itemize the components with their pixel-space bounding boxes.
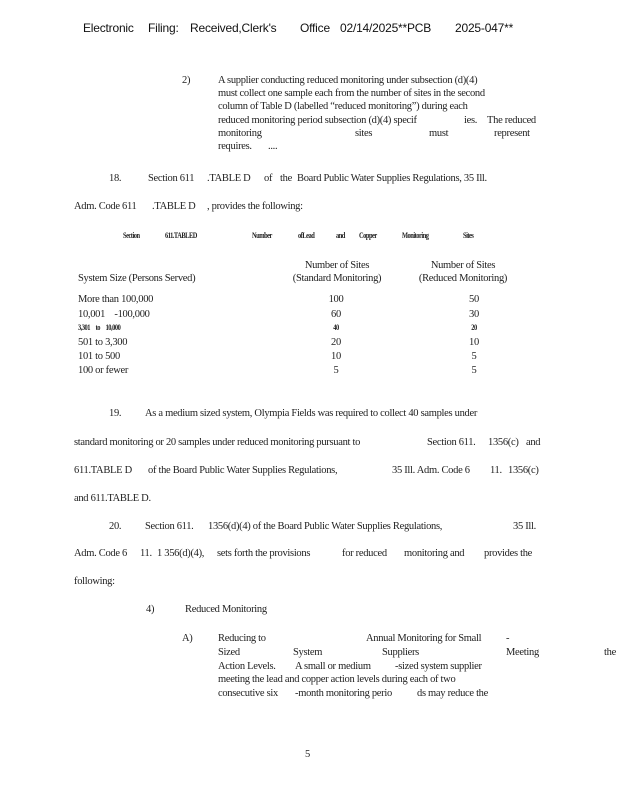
text: following: (74, 576, 115, 587)
quote-line: monitoring (218, 128, 262, 139)
paragraph-number: 18. (109, 173, 122, 184)
header-word: Electronic (83, 21, 134, 35)
item-number: 2) (182, 75, 191, 86)
cell-standard: 5 (333, 365, 339, 376)
quote-line: meeting the lead and copper action levels during each of two (218, 674, 456, 685)
quote-line: reduced monitoring period subsection (d)(4) specif (218, 115, 417, 126)
quote-line: A small or medium (295, 661, 371, 672)
cell-standard: 40 (333, 323, 339, 332)
text: of the Board Public Water Supplies Regulations, (148, 465, 338, 476)
quote-line: sites (355, 128, 373, 139)
page-number: 5 (305, 749, 310, 760)
text: 35 Ill. Adm. Code 6 (392, 465, 470, 476)
column-header-standard (262, 259, 412, 285)
quote-line: requires. (218, 141, 252, 152)
quote-line: -month monitoring perio (295, 688, 392, 699)
quote-line: ds may reduce the (417, 688, 488, 699)
header-word: 2025-047** (455, 21, 514, 35)
header-line: (Standard Monitoring) (292, 273, 382, 284)
quote-line: Reducing to (218, 633, 266, 644)
quote-line: Meeting (506, 647, 539, 658)
cell-size: 501 to 3,300 (78, 337, 128, 348)
caption-word: Section (123, 231, 140, 240)
cell-size: 10,001 -100,000 (78, 309, 150, 320)
text: and 611.TABLE D. (74, 493, 151, 504)
text: monitoring and (404, 548, 465, 559)
quote-line: the (604, 647, 616, 658)
quote-line: - (506, 633, 510, 644)
cell-standard: 60 (331, 309, 341, 320)
quote-line: System (293, 647, 323, 658)
text: Section 611. (427, 437, 476, 448)
text: Section 611 (148, 173, 195, 184)
text: provides the (484, 548, 533, 559)
column-header-system-size: System Size (Persons Served) (78, 273, 196, 284)
header-word: 02/14/2025**PCB (340, 21, 432, 35)
quote-line: A supplier conducting reduced monitoring under subsection (d)(4) (218, 75, 478, 86)
cell-reduced: 30 (469, 309, 479, 320)
text: 1 356(d)(4), (157, 548, 205, 559)
text: and (526, 437, 541, 448)
quote-line: must (429, 128, 449, 139)
text: 11. (490, 465, 502, 476)
quote-line: -sized system supplier (395, 661, 482, 672)
paragraph-number: 19. (109, 408, 122, 419)
header-line: (Reduced Monitoring) (418, 273, 508, 284)
cell-size: 101 to 500 (78, 351, 120, 362)
quote-line: The reduced (487, 115, 536, 126)
header-line: Number of Sites (430, 260, 496, 271)
cell-reduced: 5 (471, 365, 477, 376)
sub-item-number: A) (182, 633, 193, 644)
cell-standard: 10 (331, 351, 341, 362)
quote-line: .... (268, 141, 278, 152)
quote-line: represent (494, 128, 530, 139)
text: , provides the following: (207, 201, 303, 212)
text: Adm. Code 6 (74, 548, 127, 559)
text: 35 Ill. (513, 521, 536, 532)
cell-standard: 20 (331, 337, 341, 348)
header-word: Office (300, 21, 330, 35)
text: the (280, 173, 292, 184)
cell-reduced: 50 (469, 294, 479, 305)
quote-line: Sized (218, 647, 240, 658)
cell-size: More than 100,000 (78, 294, 154, 305)
column-header-reduced (398, 259, 528, 285)
cell-reduced: 20 (471, 323, 477, 332)
text: 611.TABLE D (74, 465, 132, 476)
section-heading: Reduced Monitoring (185, 604, 267, 615)
text: standard monitoring or 20 samples under reduced monitoring pursuant to (74, 437, 361, 448)
quote-line: column of Table D (labelled “reduced monitoring”) during each (218, 101, 468, 112)
header-line: Number of Sites (304, 260, 370, 271)
caption-word: Monitoring (402, 231, 429, 240)
text: 1356(c) (508, 465, 539, 476)
cell-size: 3,301 to 10,000 (78, 323, 121, 332)
cell-reduced: 10 (469, 337, 479, 348)
text: 1356(c) (488, 437, 519, 448)
quote-line: ies. (464, 115, 478, 126)
text: As a medium sized system, Olympia Fields was required to collect 40 samples under (145, 408, 478, 419)
caption-word: Copper (359, 231, 377, 240)
text: Section 611. (145, 521, 194, 532)
item-number: 4) (146, 604, 155, 615)
caption-word: ofLead (298, 231, 315, 240)
text: of (264, 173, 273, 184)
text: Adm. Code 611 (74, 201, 137, 212)
caption-word: Number (252, 231, 272, 240)
caption-word: 611.TABLED (165, 231, 197, 240)
paragraph-number: 20. (109, 521, 122, 532)
quote-line: must collect one sample each from the number of sites in the second (218, 88, 485, 99)
header-word: Filing: (148, 21, 179, 35)
caption-word: Sites (463, 231, 474, 240)
caption-word: and (336, 231, 345, 240)
text: 11. (140, 548, 152, 559)
text: .TABLE D (152, 201, 196, 212)
cell-size: 100 or fewer (78, 365, 129, 376)
header-word: Received,Clerk's (190, 21, 277, 35)
text: 1356(d)(4) of the Board Public Water Supplies Regulations, (208, 521, 443, 532)
cell-reduced: 5 (471, 351, 477, 362)
text: Board Public Water Supplies Regulations, 35 Ill. (297, 173, 487, 184)
cell-standard: 100 (328, 294, 344, 305)
quote-line: Suppliers (382, 647, 419, 658)
quote-line: consecutive six (218, 688, 278, 699)
quote-line: Annual Monitoring for Small (366, 633, 482, 644)
quote-line: Action Levels. (218, 661, 276, 672)
text: for reduced (342, 548, 387, 559)
text: .TABLE D (207, 173, 251, 184)
text: sets forth the provisions (217, 548, 311, 559)
